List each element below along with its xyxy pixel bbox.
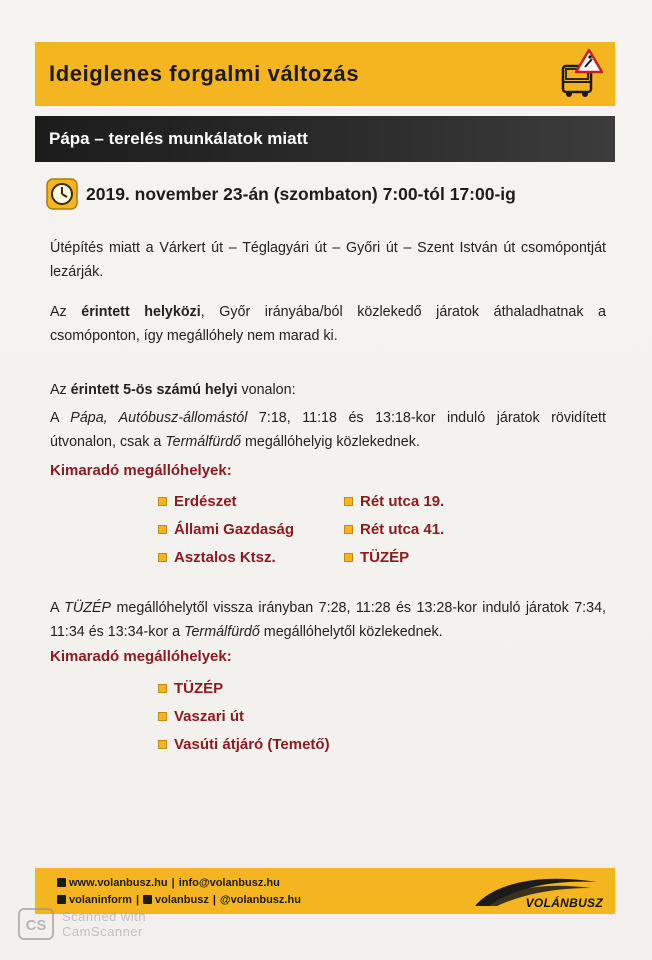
- email-link[interactable]: info@volanbusz.hu: [178, 876, 280, 889]
- instagram-link[interactable]: @volanbusz.hu: [219, 893, 301, 906]
- notice-subtitle: Pápa – terelés munkálatok miatt: [49, 129, 308, 148]
- bullet-icon: [344, 553, 353, 562]
- paragraph-return: A TÜZÉP megállóhelytől vissza irányban 7:28, 11:28 és 13:28-kor induló járatok 7:34, 11:34 és 13:34-kor a Termálfürdő megállóhelytől közlekednek.: [50, 600, 606, 640]
- facebook-icon: [143, 895, 152, 904]
- bullet-icon: [158, 712, 167, 721]
- bullet-icon: [158, 740, 167, 749]
- skipped-stops-label-2: Kimaradó megállóhelyek:: [50, 648, 232, 665]
- info-icon: [57, 895, 66, 904]
- clock-icon: [46, 178, 78, 210]
- web-icon: [57, 878, 66, 887]
- camscanner-text: Scanned with CamScanner: [62, 909, 147, 939]
- bullet-icon: [158, 497, 167, 506]
- bullet-icon: [158, 553, 167, 562]
- bullet-icon: [344, 525, 353, 534]
- bus-roadwork-icon: [559, 48, 603, 100]
- subtitle-bar: [35, 116, 615, 162]
- volanbusz-logo-text: VOLÁNBUSZ: [525, 896, 603, 910]
- stop-item: TÜZÉP: [158, 674, 330, 702]
- intercity-bold: érintett helyközi: [81, 304, 201, 320]
- skipped-stops-1-left: [158, 487, 294, 571]
- title-bar: [35, 42, 615, 106]
- stop-item: Rét utca 19.: [344, 487, 444, 515]
- stop-item: Rét utca 41.: [344, 515, 444, 543]
- date-row: [46, 178, 516, 210]
- skipped-stops-2: [158, 674, 330, 758]
- website-link[interactable]: www.volanbusz.hu: [69, 876, 168, 889]
- paragraph-closure: Útépítés miatt a Várkert út – Téglagyári út – Győri út – Szent István út csomópontját lezárják.: [50, 240, 606, 280]
- stop-item: TÜZÉP: [344, 543, 444, 571]
- stop-item: Állami Gazdaság: [158, 515, 294, 543]
- notice-title: Ideiglenes forgalmi változás: [49, 61, 360, 86]
- svg-text:CS: CS: [25, 917, 47, 934]
- date-text: 2019. november 23-án (szombaton) 7:00-tól 17:00-ig: [86, 183, 516, 204]
- paragraph-intercity: Az érintett helyközi, Győr irányába/ból közlekedő járatok áthaladhatnak a csomóponton, így megállóhely nem marad ki.: [50, 304, 606, 344]
- camscanner-watermark: [18, 908, 146, 940]
- bullet-icon: [158, 525, 167, 534]
- separator: |: [135, 893, 140, 906]
- stop-item: Vaszari út: [158, 702, 330, 730]
- separator: |: [212, 893, 216, 906]
- camscanner-logo-icon: [18, 908, 54, 940]
- skipped-stops-1-right: [344, 487, 444, 571]
- stop-item: Erdészet: [158, 487, 294, 515]
- separator: |: [171, 876, 175, 889]
- bullet-icon: [158, 684, 167, 693]
- skipped-stops-label-1: Kimaradó megállóhelyek:: [50, 462, 232, 479]
- stop-item: Vasúti átjáró (Temető): [158, 730, 330, 758]
- stop-item: Asztalos Ktsz.: [158, 543, 294, 571]
- paragraph-outbound: A Pápa, Autóbusz-állomástól 7:18, 11:18 és 13:18-kor induló járatok rövidített útvonalon, csak a Termálfürdő megállóhelyig közlekednek.: [50, 410, 606, 450]
- line5-label: Az érintett 5-ös számú helyi vonalon:: [50, 382, 296, 398]
- line5-bold: érintett 5-ös számú helyi: [70, 382, 238, 398]
- facebook-link[interactable]: volanbusz: [155, 893, 209, 906]
- inform-link[interactable]: volaninform: [69, 893, 132, 906]
- bullet-icon: [344, 497, 353, 506]
